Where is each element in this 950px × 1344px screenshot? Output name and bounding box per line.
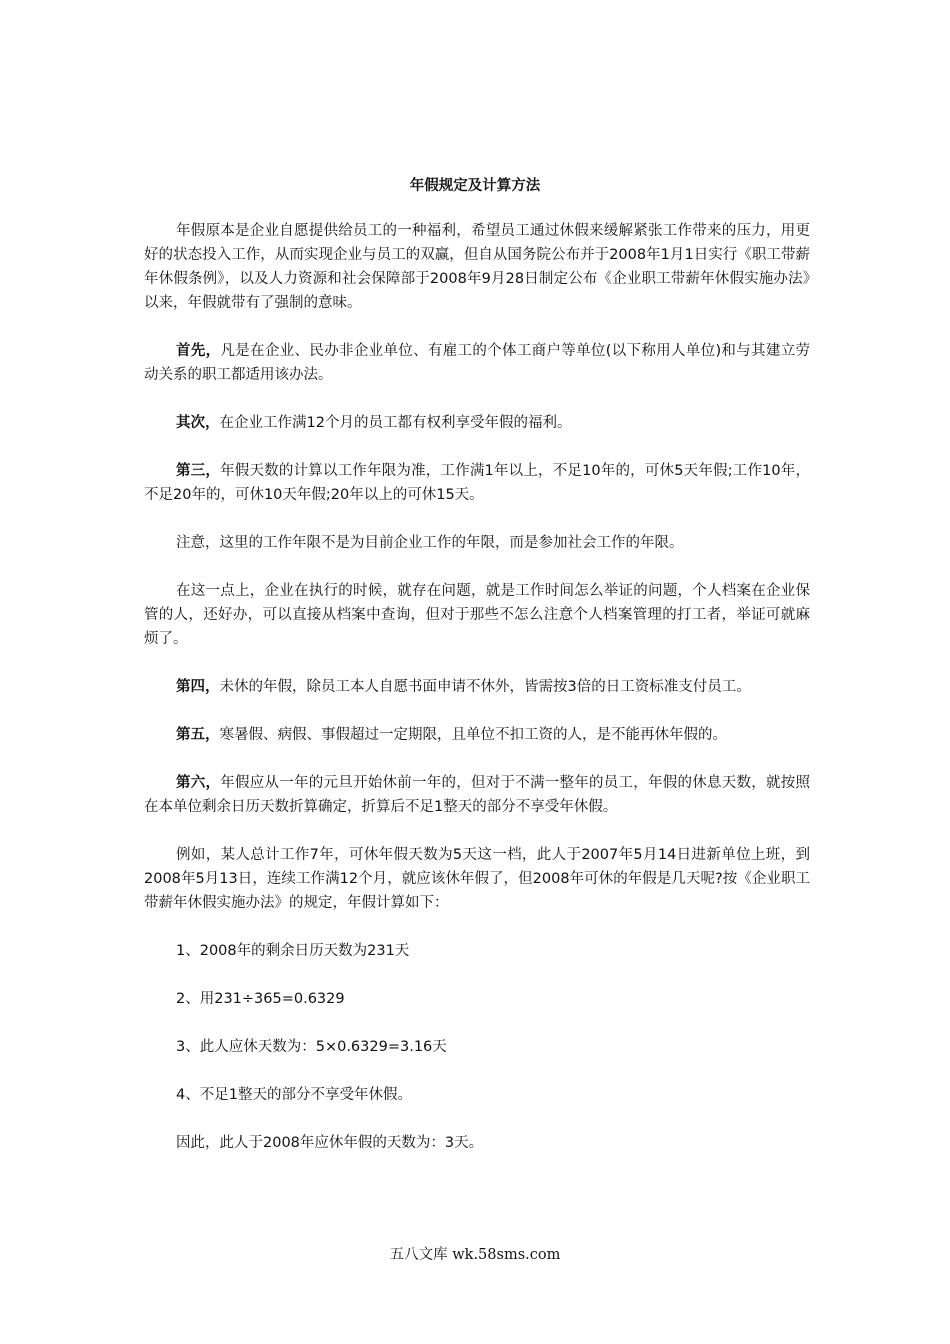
document-body <box>144 219 810 1179</box>
paragraph-text: 2、用231÷365=0.6329 <box>176 991 345 1007</box>
paragraph-second <box>144 411 810 435</box>
calc-step-3 <box>144 1035 810 1059</box>
paragraph-sixth <box>144 771 810 819</box>
paragraph-lead: 首先， <box>176 343 221 359</box>
paragraph-text: 例如，某人总计工作7年，可休年假天数为5天这一档，此人于2007年5月14日进新单位上班，到2008年5月13日，连续工作满12个月，就应该休年假了，但2008年可休的年假是几天呢?按《企业职工带薪年休假实施办法》的规定，年假计算如下： <box>144 847 810 911</box>
calc-step-1 <box>144 939 810 963</box>
paragraph-third <box>144 459 810 507</box>
paragraph-text: 寒暑假、病假、事假超过一定期限，且单位不扣工资的人，是不能再休年假的。 <box>219 727 727 743</box>
paragraph-lead: 其次， <box>176 415 220 431</box>
paragraph-text: 1、2008年的剩余日历天数为231天 <box>176 943 410 959</box>
paragraph-text: 年假原本是企业自愿提供给员工的一种福利，希望员工通过休假来缓解紧张工作带来的压力，用更好的状态投入工作，从而实现企业与员工的双赢，但自从国务院公布并于2008年1月1日实行《职工带薪年休假条例》，以及人力资源和社会保障部于2008年9月28日制定公布《企业职工带薪年休假实施办法》以来，年假就带有了强制的意味。 <box>144 223 810 311</box>
paragraph-fifth <box>144 723 810 747</box>
calc-step-4 <box>144 1083 810 1107</box>
paragraph-lead: 第四， <box>176 679 220 695</box>
paragraph-lead: 第六， <box>176 775 221 791</box>
paragraph-text: 在这一点上，企业在执行的时候，就存在问题，就是工作时间怎么举证的问题，个人档案在企业保管的人，还好办，可以直接从档案中查询，但对于那些不怎么注意个人档案管理的打工者，举证可就麻烦了。 <box>144 583 810 647</box>
paragraph-text: 未休的年假，除员工本人自愿书面申请不休外，皆需按3倍的日工资标准支付员工。 <box>219 679 751 695</box>
document-title: 年假规定及计算方法 <box>409 178 541 194</box>
calc-step-2 <box>144 987 810 1011</box>
paragraph-first <box>144 339 810 387</box>
paragraph-text: 因此，此人于2008年应休年假的天数为：3天。 <box>176 1135 484 1151</box>
paragraph-lead: 第五， <box>176 727 220 743</box>
footer-watermark: 五八文库 wk.58sms.com <box>389 1247 561 1263</box>
paragraph-intro <box>144 219 810 315</box>
paragraph-text: 年假应从一年的元旦开始休前一年的，但对于不满一整年的员工，年假的休息天数，就按照在本单位剩余日历天数折算确定，折算后不足1整天的部分不享受年休假。 <box>144 775 810 815</box>
paragraph-example <box>144 843 810 915</box>
paragraph-conclusion <box>144 1131 810 1155</box>
paragraph-text: 注意，这里的工作年限不是为目前企业工作的年限，而是参加社会工作的年限。 <box>176 535 684 551</box>
paragraph-text: 凡是在企业、民办非企业单位、有雇工的个体工商户等单位(以下称用人单位)和与其建立劳动关系的职工都适用该办法。 <box>144 343 811 383</box>
paragraph-note <box>144 531 810 555</box>
paragraph-issue <box>144 579 810 651</box>
paragraph-text: 3、此人应休天数为：5×0.6329=3.16天 <box>176 1039 447 1055</box>
paragraph-text: 年假天数的计算以工作年限为准，工作满1年以上，不足10年的，可休5天年假;工作10年，不足20年的，可休10天年假;20年以上的可休15天。 <box>144 463 811 503</box>
paragraph-fourth <box>144 675 810 699</box>
paragraph-text: 4、不足1整天的部分不享受年休假。 <box>176 1087 412 1103</box>
paragraph-lead: 第三， <box>176 463 221 479</box>
paragraph-text: 在企业工作满12个月的员工都有权利享受年假的福利。 <box>219 415 572 431</box>
